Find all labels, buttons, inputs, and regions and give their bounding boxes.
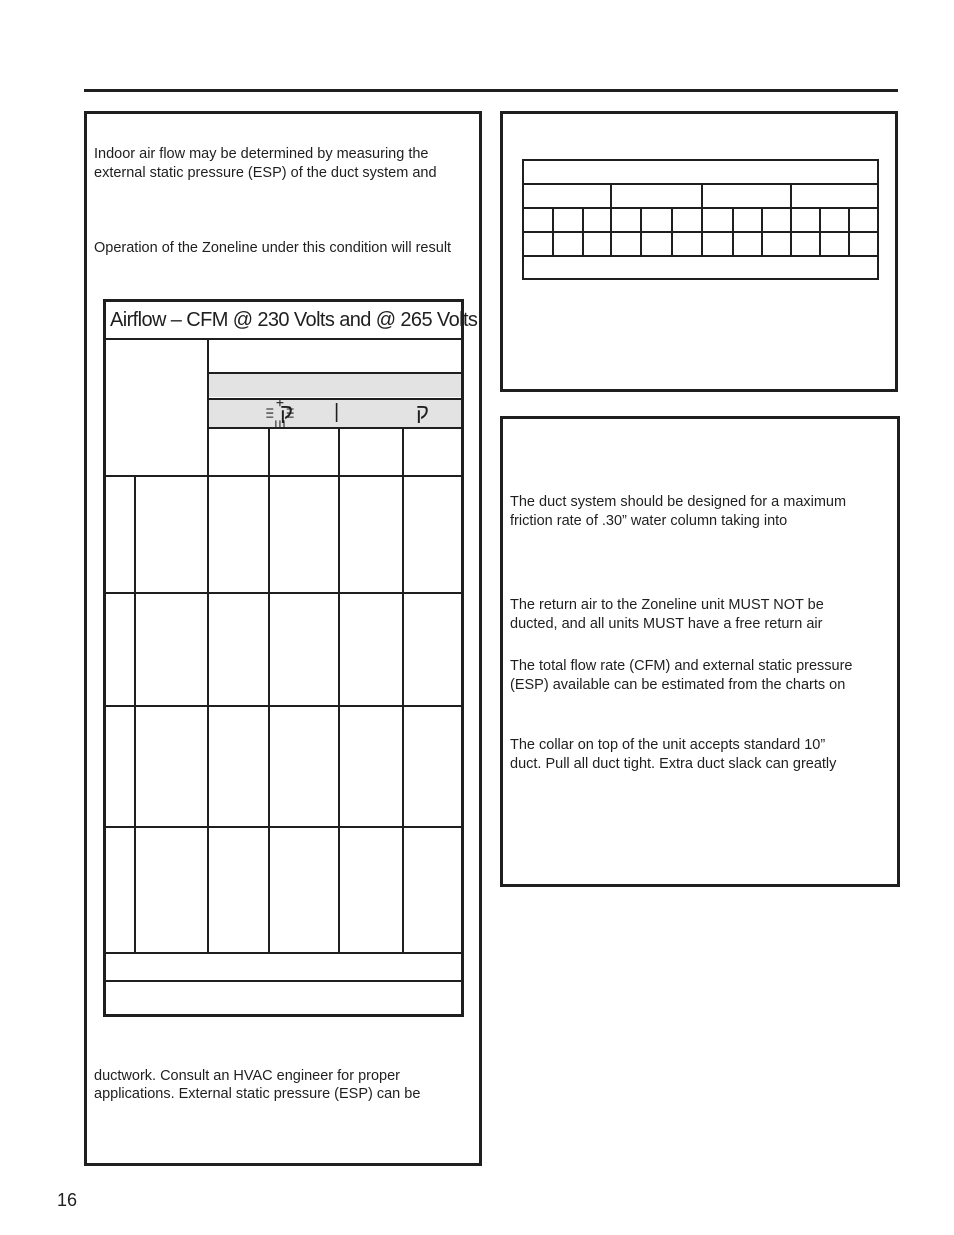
right-para-3-line-2: (ESP) available can be estimated from the charts on [510,677,846,693]
grid-group-div-1 [610,183,612,255]
grid-cell-div-1 [552,207,554,255]
right-para-1-line-2: friction rate of .30” water column taking into [510,513,788,529]
left-bottom-line-2: applications. External static pressure (ESP) can be [94,1086,421,1102]
airflow-table-title: Airflow – CFM @ 230 Volts and @ 265 Volts [110,309,478,331]
grid-cell-div-8 [848,207,850,255]
left-para-1-line-2: external static pressure (ESP) of the duct system and [94,165,437,181]
grid-cell-div-5 [732,207,734,255]
grid-cell-div-6 [761,207,763,255]
left-para-1-line-1: Indoor air flow may be determined by measuring the [94,146,429,162]
grid-row-line-4 [523,255,878,257]
header-glyph-1: ק꙲ [280,399,293,424]
grid-group-div-2 [701,183,703,255]
table-row-line-4 [106,826,461,828]
table-row-line-5 [106,952,461,954]
grid-cell-div-4 [671,207,673,255]
table-header-band-1 [208,373,461,397]
right-bottom-panel [500,416,900,887]
table-row-line-1 [106,475,461,477]
right-para-2-line-2: ducted, and all units MUST have a free return air [510,616,823,632]
table-title-divider [106,338,461,340]
table-col-divider-b [338,427,340,953]
grid-cell-div-3 [640,207,642,255]
left-bottom-line-1: ductwork. Consult an HVAC engineer for proper [94,1068,400,1084]
right-para-3-line-1: The total flow rate (CFM) and external static pressure [510,658,853,674]
page-number: 16 [57,1190,78,1210]
table-row-line-2 [106,592,461,594]
grid-cell-div-7 [819,207,821,255]
grid-group-div-3 [790,183,792,255]
right-para-1-line-1: The duct system should be designed for a maximum [510,494,847,510]
header-glyph-2: | [334,401,340,423]
table-row-line-6 [106,980,461,982]
right-para-4-line-2: duct. Pull all duct tight. Extra duct slack can greatly [510,756,837,772]
table-row-line-3 [106,705,461,707]
left-para-2-line-1: Operation of the Zoneline under this condition will result [94,240,452,256]
header-rule [84,89,898,92]
right-para-2-line-1: The return air to the Zoneline unit MUST NOT be [510,597,824,613]
table-col-divider-a [268,427,270,953]
grid-cell-div-2 [582,207,584,255]
table-col-divider-left [134,475,136,953]
table-col-divider-main [207,338,209,953]
right-para-4-line-1: The collar on top of the unit accepts standard 10” [510,737,826,753]
header-glyph-3: ק [416,399,429,424]
table-header-line-3 [208,427,461,429]
table-header-line-1 [208,372,461,374]
table-col-divider-c [402,427,404,953]
